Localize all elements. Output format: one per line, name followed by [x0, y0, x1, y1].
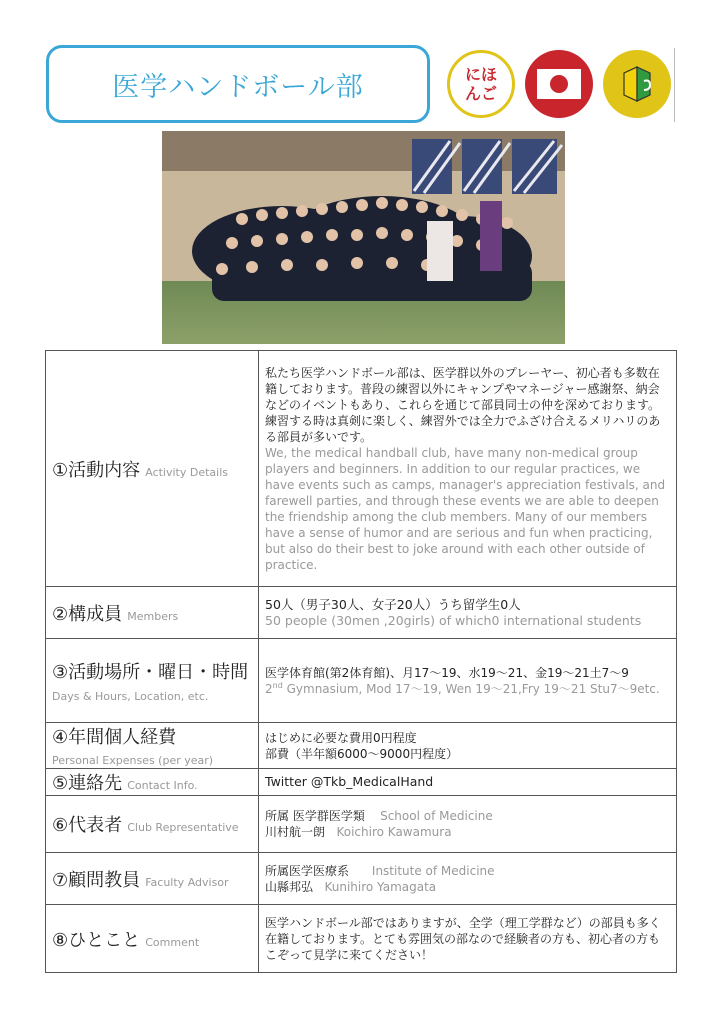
content-contact	[259, 769, 677, 796]
table-row	[46, 723, 677, 769]
content-expenses	[259, 723, 677, 769]
label-advisor	[46, 853, 259, 905]
label-location	[46, 639, 259, 723]
label-en: Activity Details	[145, 465, 229, 479]
label-jp: ④年間個人経費	[52, 727, 177, 748]
members-en: 50 people (30men ,20girls) of which0 international students	[265, 612, 642, 628]
group-photo	[162, 131, 565, 344]
table-row	[46, 853, 677, 905]
beginner-mark-icon	[603, 50, 671, 118]
content-advisor	[259, 853, 677, 905]
rep-name-jp: 川村航一朗	[265, 825, 326, 839]
content-comment	[259, 905, 677, 973]
label-activity	[46, 351, 259, 587]
nihongo-badge-icon	[447, 50, 515, 118]
comment-jp: 医学ハンドボール部ではありますが、全学（理工学群など）の部員も多く在籍しております。とても雰囲気の部なので経験者の方も、初心者の方もこぞって見学に来てください！	[265, 915, 661, 962]
location-en: 2nd Gymnasium, Mod 17～19, Wen 19～21,Fry 19～21 Stu7～9etc.	[265, 680, 660, 696]
table-row	[46, 587, 677, 639]
advisor-affiliation-jp: 所属医学医療系	[265, 863, 350, 878]
label-jp: ③活動場所・曜日・時間	[52, 662, 249, 683]
content-representative	[259, 796, 677, 853]
expenses-jp2: 部費（半年額6000～9000円程度）	[265, 746, 459, 761]
label-contact	[46, 769, 259, 796]
nihongo-badge-line1: にほ	[464, 65, 497, 84]
label-en: Faculty Advisor	[145, 875, 229, 889]
label-en: Personal Expenses (per year)	[52, 754, 214, 767]
advisor-name-jp: 山縣邦弘	[265, 879, 314, 894]
table-row	[46, 639, 677, 723]
page-title: 医学ハンドボール部	[112, 71, 364, 103]
contact-twitter: Twitter @Tkb_MedicalHand	[265, 774, 434, 789]
table-row	[46, 905, 677, 973]
label-jp: ①活動内容	[52, 459, 141, 481]
advisor-affiliation-en: Institute of Medicine	[371, 863, 495, 878]
label-members	[46, 587, 259, 639]
label-jp: ⑦顧問教員	[52, 869, 141, 891]
label-comment	[46, 905, 259, 973]
content-activity	[259, 351, 677, 587]
table-row	[46, 351, 677, 587]
info-table	[45, 350, 677, 973]
rep-name-en: Koichiro Kawamura	[336, 825, 452, 839]
label-en: Days & Hours, Location, etc.	[52, 690, 209, 703]
rep-affiliation-jp: 所属 医学群医学類	[265, 809, 365, 823]
divider	[674, 48, 675, 122]
nihongo-badge-line2: んご	[464, 84, 497, 103]
expenses-jp1: はじめに必要な費用0円程度	[265, 730, 417, 745]
activity-jp: 私たち医学ハンドボール部は、医学群以外のプレーヤー、初心者も多数在籍しております。普段の練習以外にキャンプやマネージャー感謝祭、納会などのイベントもあり、これらを通じて部員同士の仲を深めております。練習する時は真剣に楽しく、練習外では全力でふざけ合えるメリハリのある部員が多いです。	[265, 365, 661, 444]
label-jp: ⑥代表者	[52, 815, 123, 836]
label-representative	[46, 796, 259, 853]
activity-en: We, the medical handball club, have many non-medical group players and beginners. In addition to our regular practices, we have events such as camps, manager's appreciation festivals, and farewell parties, and through these events we are able to deepen the friendship among the club members. Many of our members have a sense of humor and are serious and fun when practicing, but also do their best to joke around with each other outside of practice.	[265, 445, 666, 572]
label-jp: ②構成員	[52, 603, 123, 625]
table-row	[46, 796, 677, 853]
label-jp: ⑤連絡先	[52, 773, 123, 794]
japan-flag-icon	[525, 50, 593, 118]
label-expenses	[46, 723, 259, 769]
members-jp: 50人（男子30人、女子20人）うち留学生0人	[265, 596, 521, 612]
label-en: Comment	[145, 935, 200, 949]
table-row	[46, 769, 677, 796]
label-en: Members	[127, 609, 179, 623]
label-en: Contact Info.	[127, 779, 198, 792]
label-en: Club Representative	[127, 821, 239, 834]
label-jp: ⑧ひとこと	[52, 929, 141, 951]
content-members	[259, 587, 677, 639]
content-location	[259, 639, 677, 723]
advisor-name-en: Kunihiro Yamagata	[324, 879, 437, 894]
title-box	[46, 45, 430, 123]
rep-affiliation-en: School of Medicine	[380, 809, 493, 823]
location-jp: 医学体育館(第2体育館)、月17～19、水19～21、金19～21土7～9	[265, 665, 629, 680]
